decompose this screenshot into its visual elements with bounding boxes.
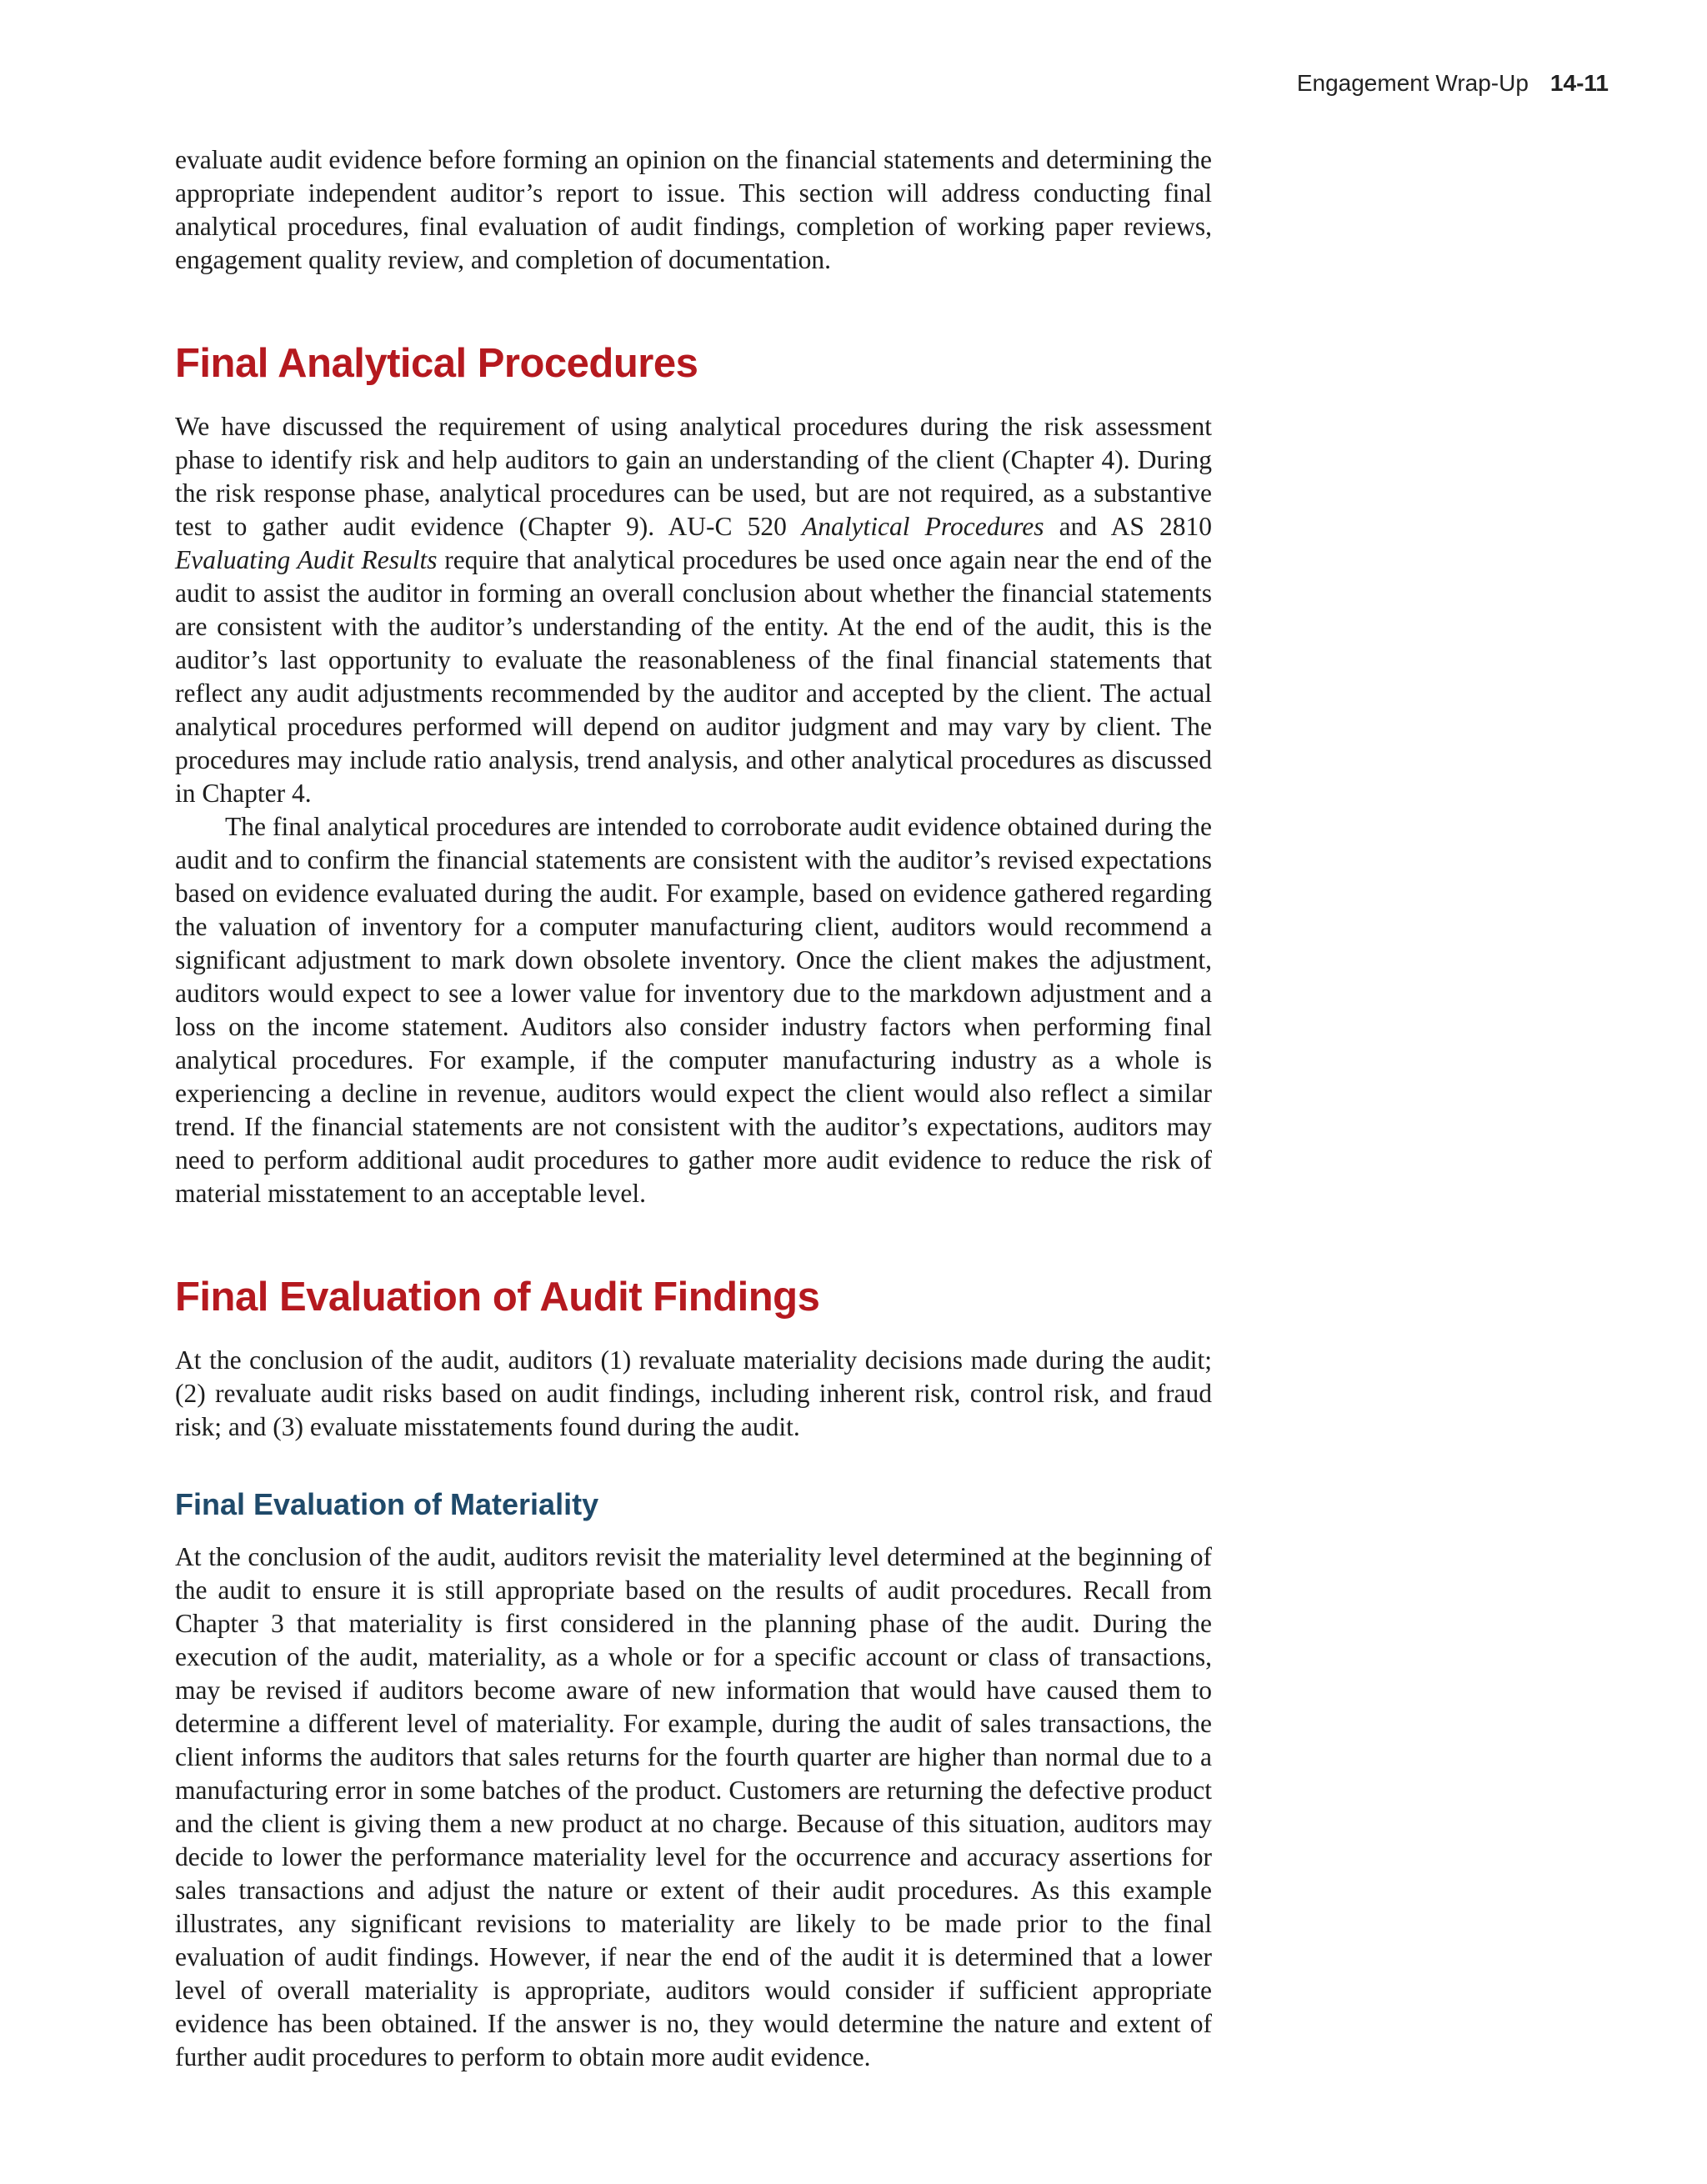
- intro-paragraph: evaluate audit evidence before forming an opinion on the financial statements and determining the appropriate independent auditor’s report to issue. This section will address conducting final analytical procedures, final evaluation of audit findings, completion of working paper reviews, engagement quality review, and completion of documentation.: [175, 145, 1212, 274]
- analytical-procedures-paragraph-2: The final analytical procedures are intended to corroborate audit evidence obtained during the audit and to confirm the financial statements are consistent with the auditor’s revised expectations based on evidence evaluated during the audit. For example, based on evidence gathered regarding the valuation of inventory for a computer manufacturing client, auditors would recommend a significant adjustment to mark down obsolete inventory. Once the client makes the adjustment, auditors would expect to see a lower value for inventory due to the markdown adjustment and a loss on the income statement. Auditors also consider industry factors when performing final analytical procedures. For example, if the computer manufacturing industry as a whole is experiencing a decline in revenue, auditors would expect the client would also reflect a similar trend. If the financial statements are not consistent with the auditor’s expectations, auditors may need to perform additional audit procedures to gather more audit evidence to reduce the risk of material misstatement to an acceptable level.: [175, 812, 1212, 1208]
- text-run: and AS 2810: [1044, 512, 1212, 541]
- running-header-chapter-title: Engagement Wrap-Up: [1296, 70, 1529, 96]
- text-run: require that analytical procedures be used once again near the end of the audit to assist the auditor in forming an overall conclusion about whether the financial statements are consistent with the auditor’s understanding of the entity. At the end of the audit, this is the auditor’s last opportunity to evaluate the reasonableness of the final financial statements that reflect any audit adjustments recommended by the auditor and accepted by the client. The actual analytical procedures performed will depend on auditor judgment and may vary by client. The procedures may include ratio analysis, trend analysis, and other analytical procedures as discussed in Chapter 4.: [175, 545, 1212, 808]
- section-heading-final-evaluation-of-audit-findings: Final Evaluation of Audit Findings: [175, 1275, 820, 1320]
- materiality-paragraph: At the conclusion of the audit, auditors revisit the materiality level determined at the beginning of the audit to ensure it is still appropriate based on the results of audit procedures. Recall from Chapter 3 that materiality is first considered in the planning phase of the audit. During the execution of the audit, materiality, as a whole or for a specific account or class of transactions, may be revised if auditors become aware of new information that would have caused them to determine a different level of materiality. For example, during the audit of sales transactions, the client informs the auditors that sales returns for the fourth quarter are higher than normal due to a manufacturing error in some batches of the product. Customers are returning the defective product and the client is giving them a new product at no charge. Because of this situation, auditors may decide to lower the performance materiality level for the occurrence and accuracy assertions for sales transactions and adjust the nature or extent of their audit procedures. As this example illustrates, any significant revisions to materiality are likely to be made prior to the final evaluation of audit findings. However, if near the end of the audit it is determined that a lower level of overall materiality is appropriate, auditors would consider if sufficient appropriate evidence has been obtained. If the answer is no, they would determine the nature and extent of further audit procedures to perform to obtain more audit evidence.: [175, 1542, 1212, 2071]
- text-run: We have discussed the requirement of using analytical procedures during the risk assessment phase to identify risk and help auditors to gain an understanding of the client (Chapter 4). During the risk response phase, analytical procedures can be used, but are not required, as a substantive test to gather audit evidence (Chapter 9). AU-C 520: [175, 412, 1212, 541]
- page-number: 14-11: [1549, 70, 1609, 96]
- citation-title-analytical-procedures: Analytical Procedures: [802, 512, 1044, 541]
- running-header: [1297, 70, 1609, 97]
- citation-title-evaluating-audit-results: Evaluating Audit Results: [175, 545, 438, 574]
- page-body: [175, 143, 1212, 2074]
- audit-findings-paragraph: At the conclusion of the audit, auditors (1) revaluate materiality decisions made during the audit; (2) revaluate audit risks based on audit findings, including inherent risk, control risk, and fraud risk; and (3) evaluate misstatements found during the audit.: [175, 1345, 1212, 1441]
- subsection-heading-final-evaluation-of-materiality: Final Evaluation of Materiality: [175, 1487, 599, 1521]
- analytical-procedures-paragraph-1: [175, 410, 1212, 810]
- section-heading-final-analytical-procedures: Final Analytical Procedures: [175, 341, 698, 386]
